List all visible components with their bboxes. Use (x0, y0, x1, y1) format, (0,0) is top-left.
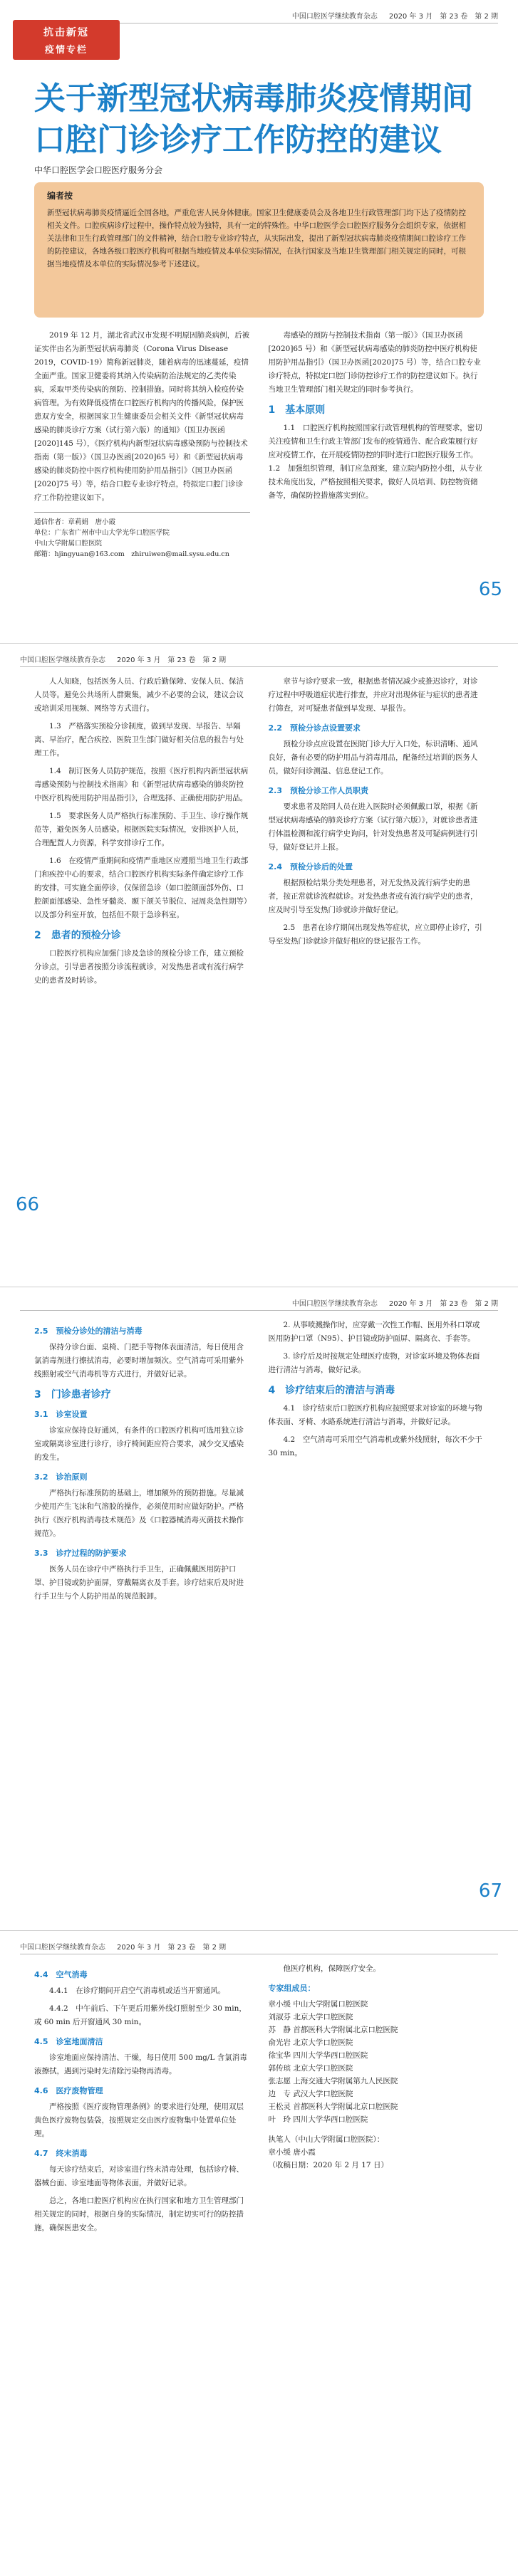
paragraph: 1.6 在疫情严重期间和疫情严重地区应遵照当地卫生行政部门和疾控中心的要求，结合口腔医疗机构实际条件确定诊疗工作的安排，可实施全面停诊，仅保留急诊（如口腔颌面部外伤、口腔颌面部感染、急性牙髓炎、颞下颌关节脱位、冠周炎急性期等）以及部分科室开放，包括但不限于急诊科室。 (34, 857, 249, 919)
page2-right-col (269, 675, 485, 1264)
subsection-heading: 2.2 预检分诊点设置要求 (268, 723, 361, 733)
paragraph: 诊室地面应保持清洁、干燥，每日使用 500 mg/L 含氯消毒液擦拭，遇到污染时先清除污染物再消毒。 (34, 2053, 247, 2075)
paragraph: 人人知晓，包括医务人员、行政后勤保障、安保人员、保洁人员等。避免公共场所人群聚集，减少不必要的会议，建议会议或培训采用视频、网络等方式进行。 (34, 677, 244, 713)
page2-left-col (34, 675, 250, 1264)
subsection-heading: 2.4 预检分诊后的处置 (268, 862, 353, 871)
page-2 (0, 644, 518, 1287)
paragraph: 1.4 制订医务人员防护规范，按照《医疗机构内新型冠状病毒感染预防与控制技术指南》和《新型冠状病毒感染的肺炎防控中医疗机构使用防护用品指引》，合理选择、正确使用防护用品。 (34, 767, 249, 802)
page3-right-col (269, 1319, 485, 1907)
page-number: 66 (16, 1194, 40, 1215)
subsection-heading: 4.7 终末消毒 (34, 2149, 88, 2158)
paragraph: 4.2 空气消毒可采用空气消毒机或紫外线照射，每次不少于 30 min。 (268, 1435, 482, 1457)
paragraph: 严格按照《医疗废物管理条例》的要求进行处理，使用双层黄色医疗废物包装袋，按照规定交由医疗废物集中处置单位处理。 (34, 2103, 244, 2138)
subsection-heading: 3.3 诊疗过程的防护要求 (34, 1549, 127, 1558)
journal-date: 2020 年 3 月 第 23 卷 第 2 期 (117, 1943, 227, 1952)
journal-name: 中国口腔医学继续教育杂志 (20, 1943, 105, 1952)
page1-body (34, 329, 484, 620)
page1-right-col (269, 329, 485, 620)
paragraph: 4.4.2 中午前后、下午更后用紫外线灯照射至少 30 min，或 60 min 后开窗通风 30 min。 (34, 2004, 247, 2026)
journal-header (20, 1294, 498, 1311)
section-heading: 1 基本原则 (268, 404, 326, 416)
journal-name: 中国口腔医学继续教育杂志 (291, 1299, 378, 1308)
paragraph: 严格执行标准预防的基础上，增加额外的预防措施。尽量减少使用产生飞沫和气溶胶的操作，必须使用时应做好防护。严格执行《医疗机构消毒技术规范》及《口腔器械消毒灭菌技术操作规范》。 (34, 1489, 244, 1538)
paragraph: 3. 诊疗后及时按规定处理医疗废物，对诊室环境及物体表面进行清洁与消毒，做好记录。 (268, 1352, 480, 1374)
page2-body (34, 675, 484, 1264)
paragraph: 2. 从事喷溅操作时，应穿戴一次性工作帽、医用外科口罩或医用防护口罩（N95）、护目镜或防护面屏、隔离衣、手套等。 (268, 1321, 480, 1343)
page-1 (0, 0, 518, 644)
journal-date: 2020 年 3 月 第 23 卷 第 2 期 (117, 656, 227, 664)
paragraph: 口腔医疗机构应加强门诊及急诊的预检分诊工作，建立预检分诊点，引导患者按照分诊流程就诊，对发热患者或有流行病学史的患者及时转诊。 (34, 949, 244, 985)
journal-date: 2020 年 3 月 第 23 卷 第 2 期 (388, 1299, 498, 1308)
logo-line2: 疫情专栏 (44, 44, 88, 56)
editor-note-body: 新型冠状病毒肺炎疫情逼近全国各地，严重危害人民身体健康。国家卫生健康委员会及各地卫生行政管理部门均下达了疫情防控相关文件。口腔疾病诊疗过程中，操作特点较为独特，具有一定的特殊性。中华口腔医学会口腔医疗服务分会组织专家，依据相关法律和卫生行政管理部门的文件精神，结合口腔专业诊疗特点，从实际出发，提出了新型冠状病毒肺炎疫情期间口腔诊疗工作的防控建议，各地各级口腔医疗机构可根据当地疫情及本单位实际情况，在执行国家及当地卫生管理部门相关规定的同时，可根据当地疫情及本单位的实际情况参考下述建议。 (47, 209, 466, 268)
paragraph: 1.3 严格落实预检分诊制度，做到早发现、早报告、早隔离、早治疗，配合疾控、医院卫生部门做好相关信息的报告与处理工作。 (34, 722, 244, 758)
page-4 (0, 1931, 518, 2575)
section-heading: 3 门诊患者诊疗 (34, 1389, 111, 1400)
page-3 (0, 1287, 518, 1931)
page3-left-col (34, 1319, 250, 1907)
section-heading: 2 患者的预检分诊 (34, 930, 121, 941)
editor-note-heading: 编者按 (47, 191, 73, 201)
page1-left-col (34, 329, 250, 620)
subsection-heading: 3.2 诊治原则 (34, 1472, 88, 1482)
paragraph: 1.5 要求医务人员严格执行标准预防、手卫生、诊疗操作规范等，避免医务人员感染。根据医院实际情况，安排医护人员，合理配置人力资源，科学安排诊疗工作。 (34, 812, 249, 847)
paragraph: 总之，各地口腔医疗机构应在执行国家和地方卫生管理部门相关规定的同时，根据自身的实际情况，制定切实可行的防控措施，确保医患安全。 (34, 2197, 244, 2232)
article-title: 关于新型冠状病毒肺炎疫情期间口腔门诊诊疗工作防控的建议 (34, 80, 473, 158)
paragraph: 章节与诊疗要求一致，根据患者情况减少或推迟诊疗，对诊疗过程中呼吸道症状进行排查，并应对出现体征与症状的患者进行筛查，对可疑患者做到早发现、早报告。 (268, 677, 478, 713)
subsection-heading: 3.1 诊室设置 (34, 1410, 88, 1419)
column-logo (13, 20, 120, 60)
author-info: 通信作者：章莉娟 唐小霞 单位：广东省广州市中山大学光华口腔医学院 中山大学附属口腔医院 邮箱：hjingyuan@163.com zhiruiwen@mail.sysu.edu.cn (34, 512, 250, 560)
paragraph: 每天诊疗结束后，对诊室进行终末消毒处理，包括诊疗椅、器械台面、诊室地面等物体表面，并做好记录。 (34, 2165, 244, 2187)
journal-header (20, 651, 498, 667)
corresponding-authors: 执笔人（中山大学附属口腔医院）： 章小缓 唐小霞 （收稿日期：2020 年 2 月 17 日） (268, 2135, 388, 2169)
journal-header (20, 1938, 498, 1954)
journal-name: 中国口腔医学继续教育杂志 (291, 12, 378, 21)
logo-line1: 抗击新冠 (43, 26, 89, 38)
paragraph: 2019 年 12 月，湖北省武汉市发现不明原因肺炎病例，后被证实伴由名为新型冠状病毒肺炎（Corona Virus Disease 2019，COVID-19）简称新冠肺炎，随着病毒的迅速蔓延，疫情全面严重。国家卫健委将其纳入传染病防治法规定的乙类传染病，采取甲类传染病的预防、控制措施。同时将其纳入检疫传染病管理。为有效降低疫情在口腔医疗机构内的传播风险，保护医患双方安全，根据国家卫生健康委员会相关文件《新型冠状病毒感染的肺炎诊疗方案（试行第六版）的通知》（国卫办医函[2020]145 号），《医疗机构内新型冠状病毒感染预防与控制技术指南（第一版）》（国卫办医函[2020]65 号）和《新型冠状病毒感染的肺炎防控中医疗机构使用防护用品指引》（国卫办医函[2020]75 号）等，结合口腔专业诊疗特点，特拟定口腔门诊诊疗工作防控建议如下。 (34, 331, 250, 502)
subsection-heading: 4.4 空气消毒 (34, 1970, 88, 1979)
page4-right-col (269, 1962, 485, 2552)
paragraph: 1.1 口腔医疗机构按照国家行政管理机构的管理要求，密切关注疫情和卫生行政主管部门发布的疫情通告、配合政策履行好应对疫情工作，在开展疫情防控的同时进行口腔医疗服务工作。1.2 加强组织管理，制订应急预案，建立院内防控小组，从专业技术角度出发，严格按照相关要求，做好人员培训、防控物资储备等，确保防控措施落实到位。 (268, 424, 482, 500)
page-number: 65 (478, 579, 502, 600)
subsection-heading: 4.6 医疗废物管理 (34, 2086, 103, 2095)
paragraph: 医务人员在诊疗中严格执行手卫生，正确佩戴医用防护口罩、护目镜或防护面屏，穿戴隔离衣及手套。诊疗结束后及时进行手卫生与个人防护用品的规范脱卸。 (34, 1565, 244, 1601)
paragraph: 毒感染的预防与控制技术指南（第一版）》（国卫办医函[2020]65 号）和《新型冠状病毒感染的肺炎防控中医疗机构使用防护用品指引》（国卫办医函[2020]75 号）等，结合口腔专业诊疗特点，特拟定口腔门诊防控诊疗工作的防控建议如下。执行当地卫生管理部门相关规定的同时参考执行。 (268, 331, 481, 394)
paragraph: 4.4.1 在诊疗期间开启空气消毒机或适当开窗通风。 (49, 1986, 226, 1995)
article-author: 中华口腔医学会口腔医疗服务分会 (34, 165, 163, 175)
paragraph: 他医疗机构，保障医疗安全。 (283, 1964, 380, 1973)
paragraph: 诊室应保持良好通风，有条件的口腔医疗机构可选用独立诊室或隔离诊室进行诊疗，诊疗椅间距应符合要求，减少交叉感染的发生。 (34, 1426, 244, 1462)
paragraph: 2.5 患者在诊疗期间出现发热等症状，应立即停止诊疗，引导至发热门诊就诊并做好相应的登记报告工作。 (268, 923, 482, 946)
journal-name: 中国口腔医学继续教育杂志 (20, 656, 105, 664)
paragraph: 保持分诊台面、桌椅、门把手等物体表面清洁，每日使用含氯消毒剂进行擦拭消毒，必要时增加频次。空气消毒可采用紫外线照射或空气消毒机等方式进行，并做好记录。 (34, 1343, 244, 1378)
expert-list: 章小缓 中山大学附属口腔医院 刘淑芬 北京大学口腔医院 苏 静 首都医科大学附属北京口腔医院 俞光岩 北京大学口腔医院 徐宝华 四川大学华西口腔医院 郭传瑸 北京大学口腔医院 张志愿 上海交通大学附属第九人民医院 边 专 武汉大学口腔医院 王松灵 首都医科大学附属北京口腔医院 叶 玲 四川大学华西口腔医院 (268, 2000, 398, 2124)
subsection-heading: 2.5 预检分诊处的清洁与消毒 (34, 1326, 143, 1336)
subsection-heading: 4.5 诊室地面清洁 (34, 2037, 103, 2046)
paragraph: 根据预检结果分类处理患者，对无发热及流行病学史的患者，按正常就诊流程就诊。对发热患者或有流行病学史的患者，应及时引导至发热门诊就诊并做好登记。 (268, 879, 478, 914)
section-heading: 4 诊疗结束后的清洁与消毒 (268, 1385, 395, 1396)
paragraph: 要求患者及陪同人员在进入医院时必须佩戴口罩，根据《新型冠状病毒感染的肺炎诊疗方案（试行第六版）》，对就诊患者进行体温检测和流行病学史询问，针对发热患者及可疑病例进行引导，做好登记并上报。 (268, 802, 478, 852)
expert-list-heading: 专家组成员： (268, 1984, 316, 1993)
subsection-heading: 2.3 预检分诊工作人员职责 (268, 786, 368, 795)
page3-body (34, 1319, 484, 1907)
paragraph: 预检分诊点应设置在医院门诊大厅入口处，标识清晰、通风良好，备有必要的防护用品与消毒用品，配备经过培训的医务人员，做好问诊测温、信息登记工作。 (268, 740, 478, 775)
paragraph: 4.1 诊疗结束后口腔医疗机构应按照要求对诊室的环境与物体表面、牙椅、水路系统进行清洁与消毒，并做好记录。 (268, 1404, 482, 1426)
page4-body (34, 1962, 484, 2552)
page-number: 67 (478, 1880, 502, 1902)
editor-note-box (34, 182, 484, 318)
page4-left-col (34, 1962, 250, 2552)
journal-date: 2020 年 3 月 第 23 卷 第 2 期 (388, 12, 498, 21)
